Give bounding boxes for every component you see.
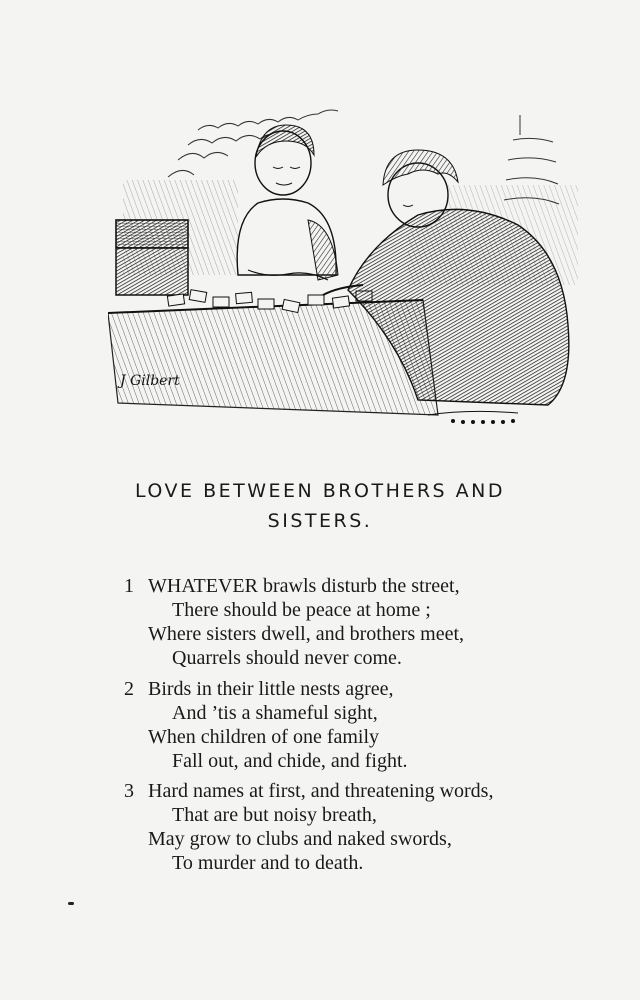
ink-speck bbox=[68, 902, 74, 905]
verse-line: Fall out, and chide, and fight. bbox=[172, 750, 408, 772]
verse-line: Hard names at first, and threatening words, bbox=[148, 780, 494, 802]
poem-title-line-2: SISTERS. bbox=[267, 510, 373, 532]
verse-line: That are but noisy breath, bbox=[172, 804, 377, 826]
verse-line: There should be peace at home ; bbox=[172, 599, 431, 621]
verse-line: To murder and to death. bbox=[172, 852, 364, 874]
verse-number: 3 bbox=[124, 780, 134, 802]
verse-line: Quarrels should never come. bbox=[172, 647, 402, 669]
verse-line: WHATEVER brawls disturb the street, bbox=[148, 575, 460, 597]
engraving-illustration bbox=[108, 85, 578, 430]
verse-line: When children of one family bbox=[148, 726, 380, 748]
box-drawing bbox=[116, 220, 188, 295]
verse-line: Birds in their little nests agree, bbox=[148, 678, 394, 700]
girl-figure bbox=[237, 125, 338, 280]
artist-signature: J Gilbert bbox=[120, 373, 180, 389]
verse-line: Where sisters dwell, and brothers meet, bbox=[148, 623, 465, 645]
verse-number: 1 bbox=[124, 575, 134, 597]
verse-number: 2 bbox=[124, 678, 134, 700]
verse-line: And ’tis a shameful sight, bbox=[172, 702, 378, 724]
verse-line: May grow to clubs and naked swords, bbox=[148, 828, 452, 850]
poem-title-line-1: LOVE BETWEEN BROTHERS AND bbox=[135, 480, 505, 502]
